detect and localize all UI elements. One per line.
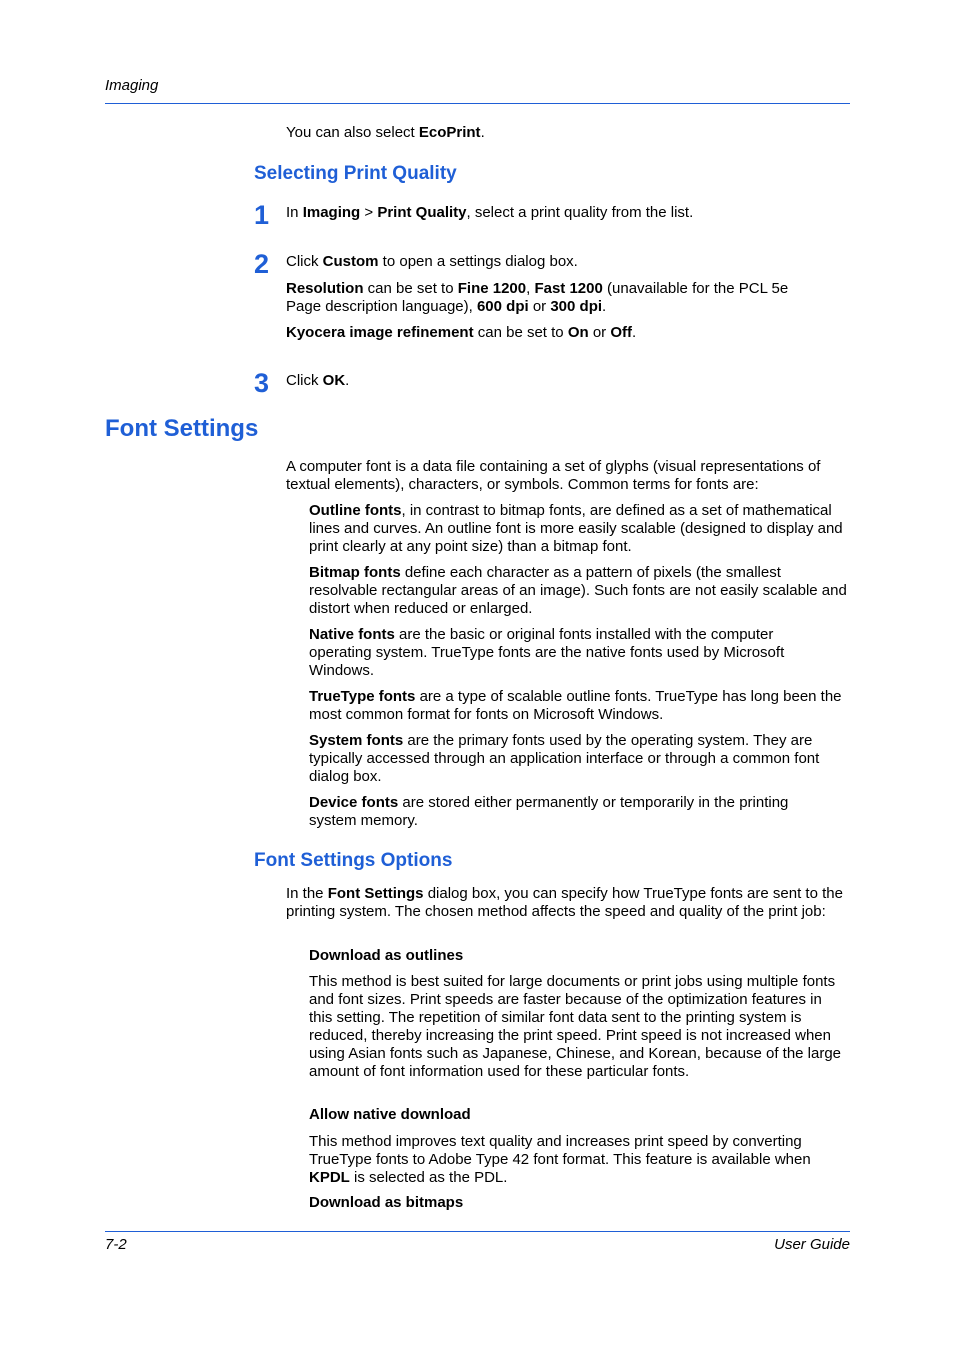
step-2-text: Click Custom to open a settings dialog box. <box>286 253 578 270</box>
option-title-download-bitmaps: Download as bitmaps <box>309 1194 464 1211</box>
options-intro-paragraph: In the Font Settings dialog box, you can specify how TrueType fonts are sent to the printing system. The chosen method affects the speed and quality of the print job: <box>286 885 843 920</box>
section-heading-print-quality: Selecting Print Quality <box>254 163 457 184</box>
step-3-text: Click OK. <box>286 372 350 389</box>
step-number-3: 3 <box>254 368 269 398</box>
footer-doc-title: User Guide <box>774 1236 850 1253</box>
option-title-download-outlines: Download as outlines <box>309 947 464 964</box>
ecoprint-paragraph: You can also select EcoPrint. <box>286 124 485 141</box>
term-truetype-fonts: TrueType fonts are a type of scalable outline fonts. TrueType has long been the most common format for fonts on Microsoft Windows. <box>309 688 842 723</box>
footer-rule <box>105 1231 850 1232</box>
resolution-paragraph: Resolution can be set to Fine 1200, Fast 1200 (unavailable for the PCL 5e Page description language), 600 dpi or 300 dpi. <box>286 280 789 315</box>
image-refinement-paragraph: Kyocera image refinement can be set to On or Off. <box>286 324 637 341</box>
term-native-fonts: Native fonts are the basic or original fonts installed with the computer operating system. TrueType fonts are the native fonts used by Microsoft Windows. <box>309 626 785 679</box>
term-bitmap-fonts: Bitmap fonts define each character as a pattern of pixels (the smallest resolvable rectangular areas of an image). Such fonts are not easily scalable and distort when reduced or enlarged. <box>309 564 847 617</box>
section-heading-font-settings-options: Font Settings Options <box>254 850 453 871</box>
term-system-fonts: System fonts are the primary fonts used by the operating system. They are typically accessed through an application interface or through a common font dialog box. <box>309 732 820 785</box>
running-header: Imaging <box>105 77 159 94</box>
option-text-download-outlines: This method is best suited for large documents or print jobs using multiple fonts and font sizes. Print speeds are faster because of the optimization features in this setting. The repetition of similar font data sent to the printing system is reduced, thereby increasing the print speed. Print speed is not increased when using Asian fonts such as Japanese, Chinese, and Korean, because of the large amount of font information used for these particular fonts. <box>309 973 842 1080</box>
step-1-text: In Imaging > Print Quality, select a print quality from the list. <box>286 204 694 221</box>
option-title-native-download: Allow native download <box>309 1106 471 1123</box>
page-number: 7-2 <box>105 1236 127 1253</box>
term-outline-fonts: Outline fonts, in contrast to bitmap fonts, are defined as a set of mathematical lines and curves. An outline font is more easily scalable (designed to display and print clearly at any point size) than a bitmap font. <box>309 502 843 555</box>
option-text-native-download: This method improves text quality and increases print speed by converting TrueType fonts to Adobe Type 42 font format. This feature is available when KPDL is selected as the PDL. <box>309 1133 811 1186</box>
ecoprint-term: EcoPrint <box>418 124 481 141</box>
chapter-heading-font-settings: Font Settings <box>105 415 259 442</box>
fonts-intro-paragraph: A computer font is a data file containing a set of glyphs (visual representations of textual elements), characters, or symbols. Common terms for fonts are: <box>286 458 821 493</box>
header-rule <box>105 103 850 104</box>
step-number-2: 2 <box>254 249 269 279</box>
step-number-1: 1 <box>254 200 269 230</box>
term-device-fonts: Device fonts are stored either permanently or temporarily in the printing system memory. <box>309 794 789 829</box>
